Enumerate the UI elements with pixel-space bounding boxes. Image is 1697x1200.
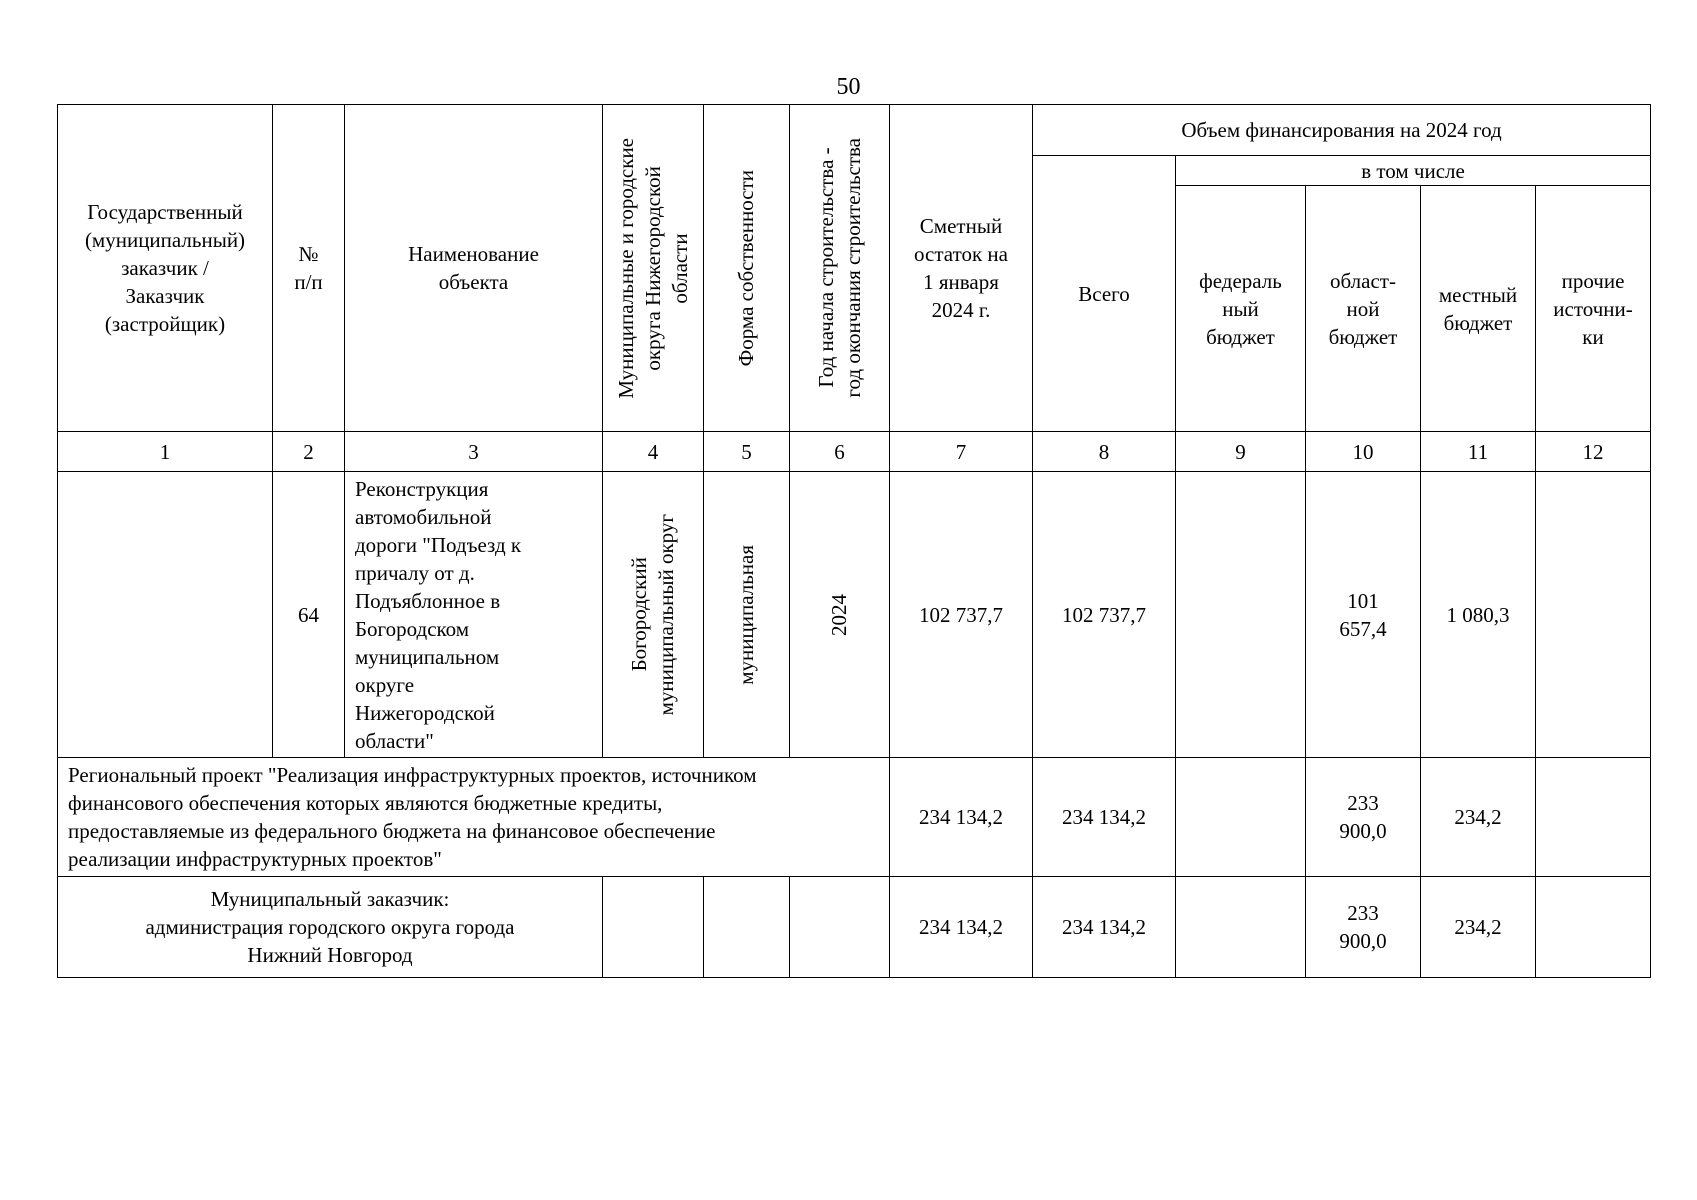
object-ownership: муниципальная bbox=[734, 544, 758, 685]
customer-regional: 233 900,0 bbox=[1306, 877, 1421, 978]
header-other: прочие источни- ки bbox=[1536, 186, 1651, 432]
customer-federal bbox=[1176, 877, 1306, 978]
column-number: 1 bbox=[58, 432, 273, 472]
column-number: 2 bbox=[273, 432, 345, 472]
header-total: Всего bbox=[1033, 156, 1176, 432]
header-municipalities-cell bbox=[603, 105, 704, 432]
project-other bbox=[1536, 758, 1651, 877]
header-num: № п/п bbox=[273, 105, 345, 432]
table-row-customer bbox=[58, 877, 1651, 978]
object-other bbox=[1536, 472, 1651, 758]
column-number: 7 bbox=[890, 432, 1033, 472]
customer-local: 234,2 bbox=[1421, 877, 1536, 978]
header-ownership-cell bbox=[704, 105, 790, 432]
header-years-cell bbox=[790, 105, 890, 432]
object-local: 1 080,3 bbox=[1421, 472, 1536, 758]
column-number: 3 bbox=[345, 432, 603, 472]
object-years-cell bbox=[790, 472, 890, 758]
page-number: 50 bbox=[836, 74, 861, 100]
object-ownership-cell bbox=[704, 472, 790, 758]
column-number: 5 bbox=[704, 432, 790, 472]
header-years: Год начала строительства - год окончания строительства bbox=[813, 138, 865, 398]
project-local: 234,2 bbox=[1421, 758, 1536, 877]
header-municipalities: Муниципальные и городские округа Нижегородской области bbox=[613, 137, 692, 399]
column-numbers-row bbox=[58, 432, 1651, 472]
column-number: 6 bbox=[790, 432, 890, 472]
object-customer bbox=[58, 472, 273, 758]
header-estimate: Сметный остаток на 1 января 2024 г. bbox=[890, 105, 1033, 432]
project-federal bbox=[1176, 758, 1306, 877]
customer-estimate: 234 134,2 bbox=[890, 877, 1033, 978]
object-regional: 101 657,4 bbox=[1306, 472, 1421, 758]
object-total: 102 737,7 bbox=[1033, 472, 1176, 758]
column-number: 11 bbox=[1421, 432, 1536, 472]
customer-empty-cell bbox=[704, 877, 790, 978]
column-number: 8 bbox=[1033, 432, 1176, 472]
header-ownership: Форма собственности bbox=[734, 169, 758, 367]
project-estimate: 234 134,2 bbox=[890, 758, 1033, 877]
financing-table bbox=[57, 104, 1651, 978]
object-name: Реконструкция автомобильной дороги "Подъезд к причалу от д. Подъяблонное в Богородском муниципальном округе Нижегородской области" bbox=[345, 472, 603, 758]
object-years: 2024 bbox=[827, 593, 851, 636]
table-row-object bbox=[58, 472, 1651, 758]
header-customer: Государственный (муниципальный) заказчик / Заказчик (застройщик) bbox=[58, 105, 273, 432]
object-estimate: 102 737,7 bbox=[890, 472, 1033, 758]
customer-total: 234 134,2 bbox=[1033, 877, 1176, 978]
customer-empty-cell bbox=[603, 877, 704, 978]
table-row-project bbox=[58, 758, 1651, 877]
header-regional: област- ной бюджет bbox=[1306, 186, 1421, 432]
object-municipality-cell bbox=[603, 472, 704, 758]
object-num: 64 bbox=[273, 472, 345, 758]
customer-empty-cell bbox=[790, 877, 890, 978]
object-federal bbox=[1176, 472, 1306, 758]
column-number: 10 bbox=[1306, 432, 1421, 472]
object-municipality: Богородский муниципальный округ bbox=[627, 513, 678, 716]
header-row-1 bbox=[58, 105, 1651, 156]
project-name: Региональный проект "Реализация инфраструктурных проектов, источником финансового обеспечения которых являются бюджетные кредиты, предоставляемые из федерального бюджета на финансовое обеспечение реализации инфраструктурных проектов" bbox=[58, 758, 890, 877]
column-number: 4 bbox=[603, 432, 704, 472]
header-including: в том числе bbox=[1176, 156, 1651, 186]
column-number: 9 bbox=[1176, 432, 1306, 472]
header-local: местный бюджет bbox=[1421, 186, 1536, 432]
header-federal: федераль ный бюджет bbox=[1176, 186, 1306, 432]
column-number: 12 bbox=[1536, 432, 1651, 472]
header-funding-group: Объем финансирования на 2024 год bbox=[1033, 105, 1651, 156]
project-total: 234 134,2 bbox=[1033, 758, 1176, 877]
customer-name: Муниципальный заказчик: администрация городского округа города Нижний Новгород bbox=[58, 877, 603, 978]
customer-other bbox=[1536, 877, 1651, 978]
project-regional: 233 900,0 bbox=[1306, 758, 1421, 877]
header-object-name: Наименование объекта bbox=[345, 105, 603, 432]
